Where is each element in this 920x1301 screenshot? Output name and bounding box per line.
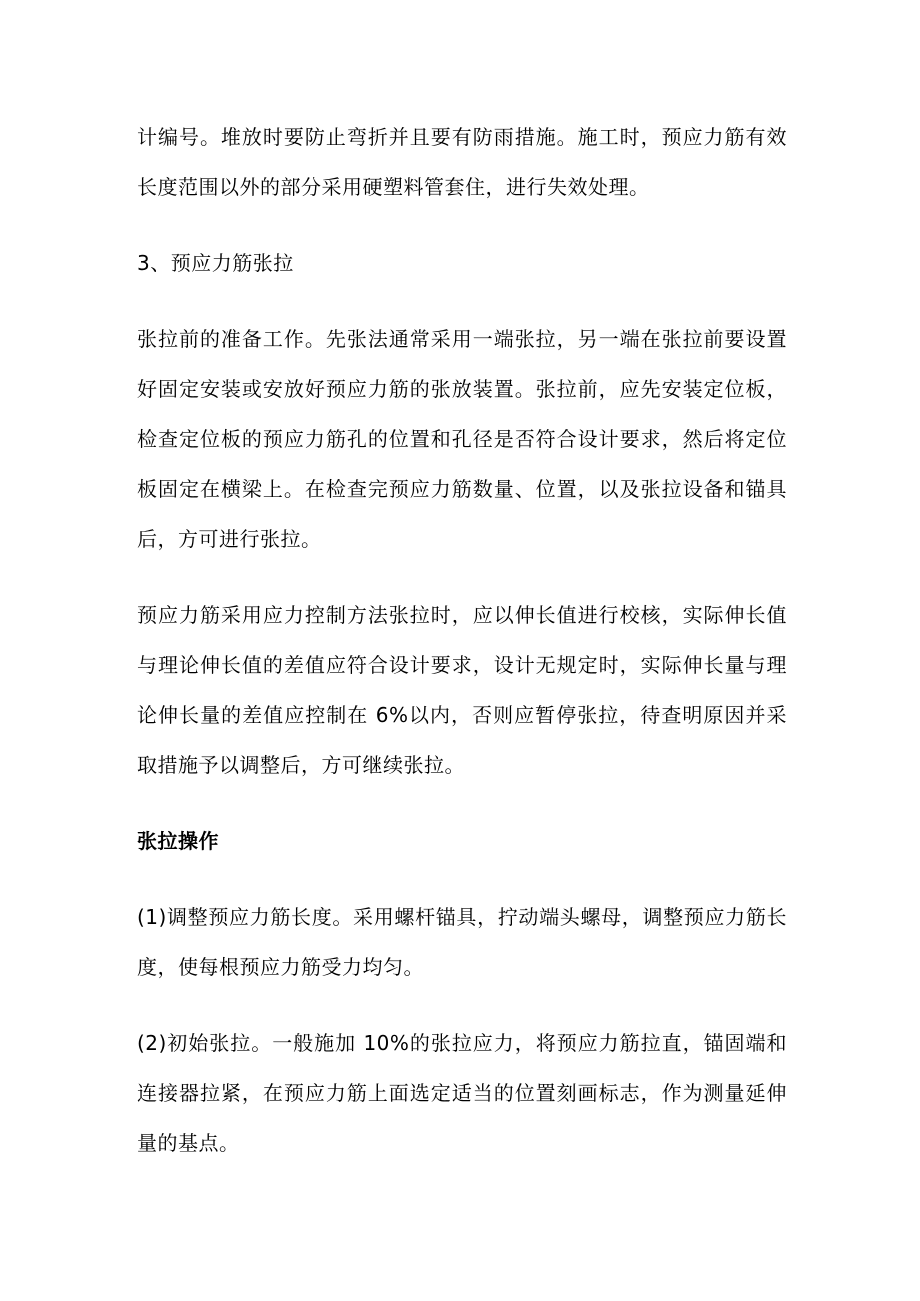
section-heading: 3、预应力筋张拉 <box>137 251 294 275</box>
paragraph-step-1: (1)调整预应力筋长度。采用螺杆锚具，拧动端头螺母，调整预应力筋长度，使每根预应力筋受力均匀。 <box>137 905 787 979</box>
document-body <box>137 112 787 1194</box>
paragraph-intro: 计编号。堆放时要防止弯折并且要有防雨措施。施工时，预应力筋有效长度范围以外的部分采用硬塑料管套住，进行失效处理。 <box>137 125 787 199</box>
paragraph-preparation: 张拉前的准备工作。先张法通常采用一端张拉，另一端在张拉前要设置好固定安装或安放好预应力筋的张放装置。张拉前，应先安装定位板，检查定位板的预应力筋孔的位置和孔径是否符合设计要求，然后将定位板固定在横梁上。在检查完预应力筋数量、位置，以及张拉设备和锚具后，方可进行张拉。 <box>137 327 787 551</box>
subheading-tension-operation: 张拉操作 <box>137 829 219 853</box>
paragraph-stress-control: 预应力筋采用应力控制方法张拉时，应以伸长值进行校核，实际伸长值与理论伸长值的差值应符合设计要求，设计无规定时，实际伸长量与理论伸长量的差值应控制在 6%以内，否则应暂停张拉，待查明原因并采取措施予以调整后，方可继续张拉。 <box>137 603 787 777</box>
paragraph-step-2: (2)初始张拉。一般施加 10%的张拉应力，将预应力筋拉直，锚固端和连接器拉紧，在预应力筋上面选定适当的位置刻画标志，作为测量延伸量的基点。 <box>137 1031 787 1155</box>
